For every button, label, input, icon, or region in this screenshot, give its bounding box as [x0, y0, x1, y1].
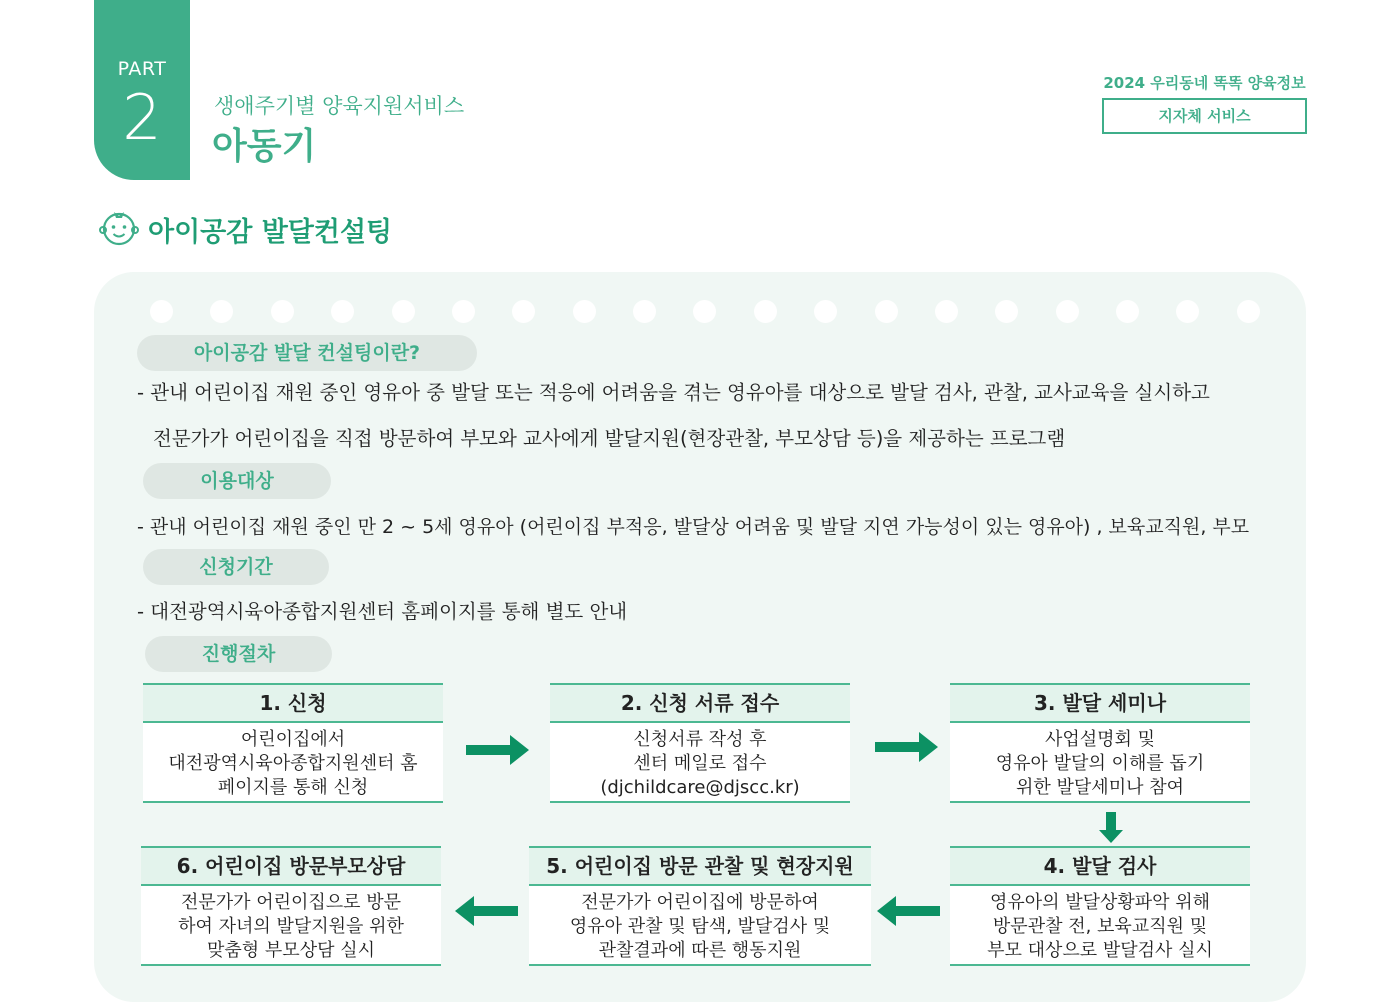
step-line: 센터 메일로 접수	[633, 753, 767, 774]
step-line: 관찰결과에 따른 행동지원	[598, 940, 802, 961]
service-badge: 지자체 서비스	[1102, 98, 1307, 134]
heading-target: 이용대상	[143, 463, 331, 499]
step-line: 전문가가 어린이집에 방문하여	[581, 892, 819, 913]
target-line-1: - 관내 어린이집 재원 중인 만 2 ~ 5세 영유아 (어린이집 부적응, 발달상 어려움 및 발달 지연 가능성이 있는 영유아) , 보육교직원, 부모	[137, 516, 1250, 538]
binder-hole	[1056, 300, 1079, 323]
step-title: 6. 어린이집 방문부모상담	[141, 846, 441, 886]
step-line: 맞춤형 부모상담 실시	[207, 940, 375, 961]
arrow-right-icon	[875, 731, 939, 763]
binder-hole	[1116, 300, 1139, 323]
section-subtitle: 생애주기별 양육지원서비스	[214, 94, 465, 118]
arrow-right-icon	[466, 734, 530, 766]
process-step-2	[550, 683, 850, 803]
step-line: 방문관찰 전, 보육교직원 및	[992, 916, 1208, 937]
main-title-row	[98, 206, 392, 252]
step-title: 2. 신청 서류 접수	[550, 683, 850, 723]
step-body	[950, 723, 1250, 803]
process-step-3	[950, 683, 1250, 803]
part-label: PART	[117, 58, 167, 80]
step-line: 영유아의 발달상황파악 위해	[989, 892, 1211, 913]
step-line: 페이지를 통해 신청	[217, 777, 369, 798]
step-line: 신청서류 작성 후	[633, 729, 767, 750]
step-line: 위한 발달세미나 참여	[1016, 777, 1184, 798]
process-step-6	[141, 846, 441, 966]
binder-hole	[875, 300, 898, 323]
step-body	[550, 723, 850, 803]
step-body	[529, 886, 871, 966]
process-step-4	[950, 846, 1250, 966]
process-step-5	[529, 846, 871, 966]
what-line-1: - 관내 어린이집 재원 중인 영유아 중 발달 또는 적응에 어려움을 겪는 영유아를 대상으로 발달 검사, 관찰, 교사교육을 실시하고	[137, 381, 1210, 404]
binder-hole	[1237, 300, 1260, 323]
step-title: 4. 발달 검사	[950, 846, 1250, 886]
binder-hole	[331, 300, 354, 323]
step-line: 사업설명회 및	[1044, 729, 1156, 750]
binder-hole	[452, 300, 475, 323]
step-body	[950, 886, 1250, 966]
binder-hole	[935, 300, 958, 323]
heading-process: 진행절차	[145, 636, 332, 672]
section-title: 아동기	[212, 126, 317, 167]
part-tab	[94, 0, 190, 180]
step-line: 하여 자녀의 발달지원을 위한	[178, 916, 404, 937]
heading-period: 신청기간	[143, 549, 329, 585]
binder-hole	[573, 300, 596, 323]
part-number: 2	[122, 81, 162, 154]
arrow-left-icon	[876, 895, 940, 927]
binder-holes	[150, 300, 1260, 324]
brand-label: 2024 우리동네 똑똑 양육정보	[1103, 74, 1306, 92]
heading-what: 아이공감 발달 컨설팅이란?	[137, 335, 477, 371]
step-line: 어린이집에서	[240, 729, 346, 750]
main-title: 아이공감 발달컨설팅	[148, 216, 393, 248]
binder-hole	[150, 300, 173, 323]
period-line-1: - 대전광역시육아종합지원센터 홈페이지를 통해 별도 안내	[137, 600, 628, 623]
step-title: 5. 어린이집 방문 관찰 및 현장지원	[529, 846, 871, 886]
step-body	[141, 886, 441, 966]
binder-hole	[995, 300, 1018, 323]
process-step-1	[143, 683, 443, 803]
step-line: 부모 대상으로 발달검사 실시	[987, 940, 1213, 961]
arrow-left-icon	[454, 895, 518, 927]
step-line: 영유아 발달의 이해를 돕기	[995, 753, 1205, 774]
baby-face-icon	[98, 206, 140, 252]
step-line: 영유아 관찰 및 탐색, 발달검사 및	[569, 916, 831, 937]
binder-hole	[814, 300, 837, 323]
binder-hole	[633, 300, 656, 323]
arrow-down-icon	[1098, 812, 1124, 844]
step-body	[143, 723, 443, 803]
binder-hole	[1176, 300, 1199, 323]
step-title: 1. 신청	[143, 683, 443, 723]
step-title: 3. 발달 세미나	[950, 683, 1250, 723]
step-line: 대전광역시육아종합지원센터 홈	[168, 753, 418, 774]
step-line: (djchildcare@djscc.kr)	[600, 777, 800, 798]
binder-hole	[392, 300, 415, 323]
binder-hole	[512, 300, 535, 323]
binder-hole	[210, 300, 233, 323]
binder-hole	[754, 300, 777, 323]
step-line: 전문가가 어린이집으로 방문	[180, 892, 402, 913]
binder-hole	[693, 300, 716, 323]
binder-hole	[271, 300, 294, 323]
what-line-2: 전문가가 어린이집을 직접 방문하여 부모와 교사에게 발달지원(현장관찰, 부모상담 등)을 제공하는 프로그램	[153, 427, 1066, 450]
